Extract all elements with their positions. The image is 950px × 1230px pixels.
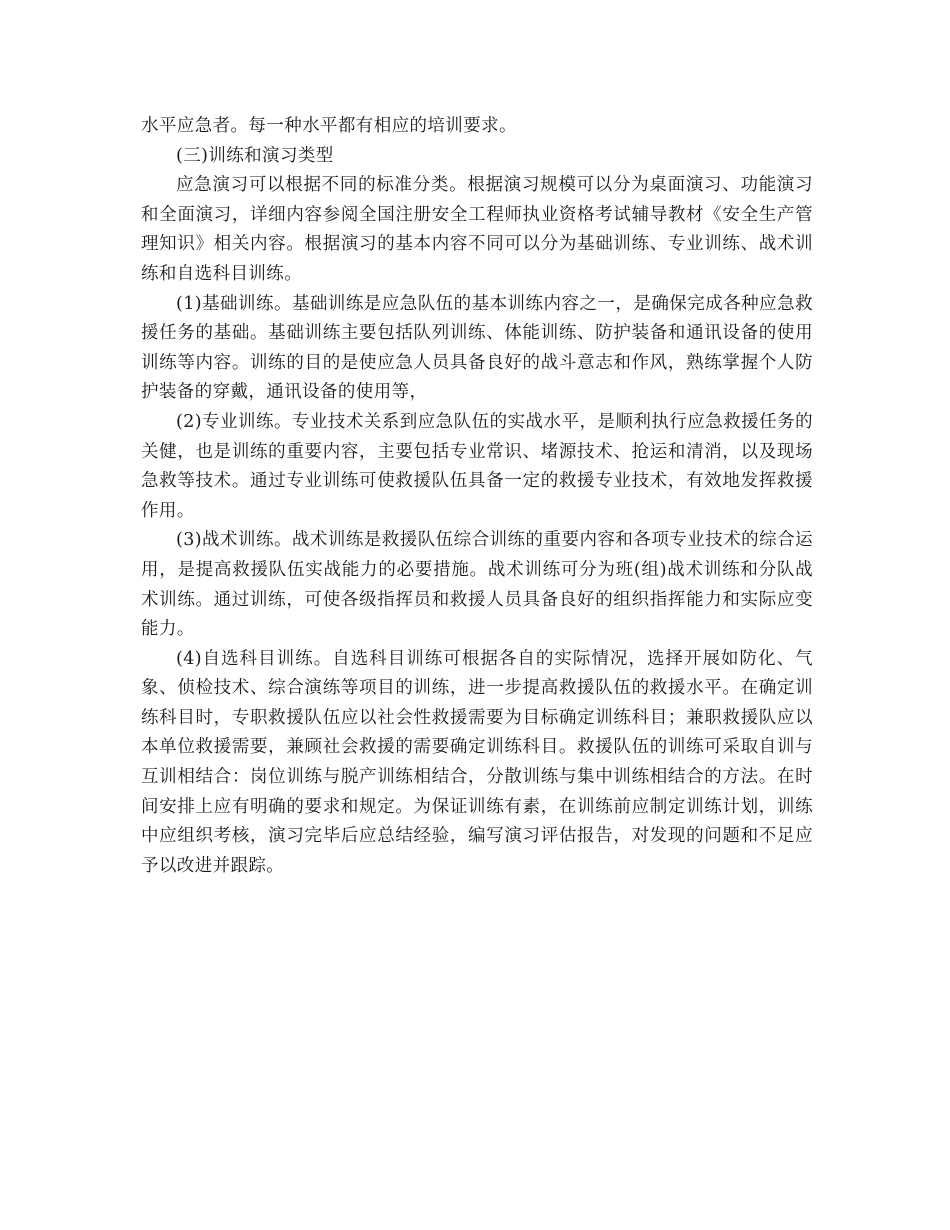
document-body <box>141 112 813 881</box>
paragraph-professional-training: (2)专业训练。专业技术关系到应急队伍的实战水平，是顺利执行应急救援任务的关健，也是训练的重要内容，主要包括专业常识、堵源技术、抢运和清消，以及现场急救等技术。通过专业训练可使救援队伍具备一定的救援专业技术，有效地发挥救援作用。 <box>141 411 813 521</box>
paragraph-tactical-training: (3)战术训练。战术训练是救援队伍综合训练的重要内容和各项专业技术的综合运用，是提高救援队伍实战能力的必要措施。战术训练可分为班(组)战术训练和分队战术训练。通过训练，可使各级指挥员和救援人员具备良好的组织指挥能力和实际应变能力。 <box>141 530 813 640</box>
paragraph-elective-training: (4)自选科目训练。自选科目训练可根据各自的实际情况，选择开展如防化、气象、侦检技术、综合演练等项目的训练，进一步提高救援队伍的救援水平。在确定训练科目时，专职救援队伍应以社会性救援需要为目标确定训练科目；兼职救援队应以本单位救援需要，兼顾社会救援的需要确定训练科目。救援队伍的训练可采取自训与互训相结合：岗位训练与脱产训练相结合，分散训练与集中训练相结合的方法。在时间安排上应有明确的要求和规定。为保证训练有素，在训练前应制定训练计划，训练中应组织考核，演习完毕后应总结经验，编写演习评估报告，对发现的问题和不足应予以改进并跟踪。 <box>141 648 813 876</box>
paragraph-basic-training: (1)基础训练。基础训练是应急队伍的基本训练内容之一，是确保完成各种应急救援任务的基础。基础训练主要包括队列训练、体能训练、防护装备和通讯设备的使用训练等内容。训练的目的是使应急人员具备良好的战斗意志和作风，熟练掌握个人防护装备的穿戴，通讯设备的使用等， <box>141 293 813 403</box>
section-heading: (三)训练和演习类型 <box>176 145 334 166</box>
paragraph-drill-types: 应急演习可以根据不同的标准分类。根据演习规模可以分为桌面演习、功能演习和全面演习，详细内容参阅全国注册安全工程师执业资格考试辅导教材《安全生产管理知识》相关内容。根据演习的基本内容不同可以分为基础训练、专业训练、战术训练和自选科目训练。 <box>141 175 813 284</box>
paragraph-continuation: 水平应急者。每一种水平都有相应的培训要求。 <box>141 116 517 136</box>
